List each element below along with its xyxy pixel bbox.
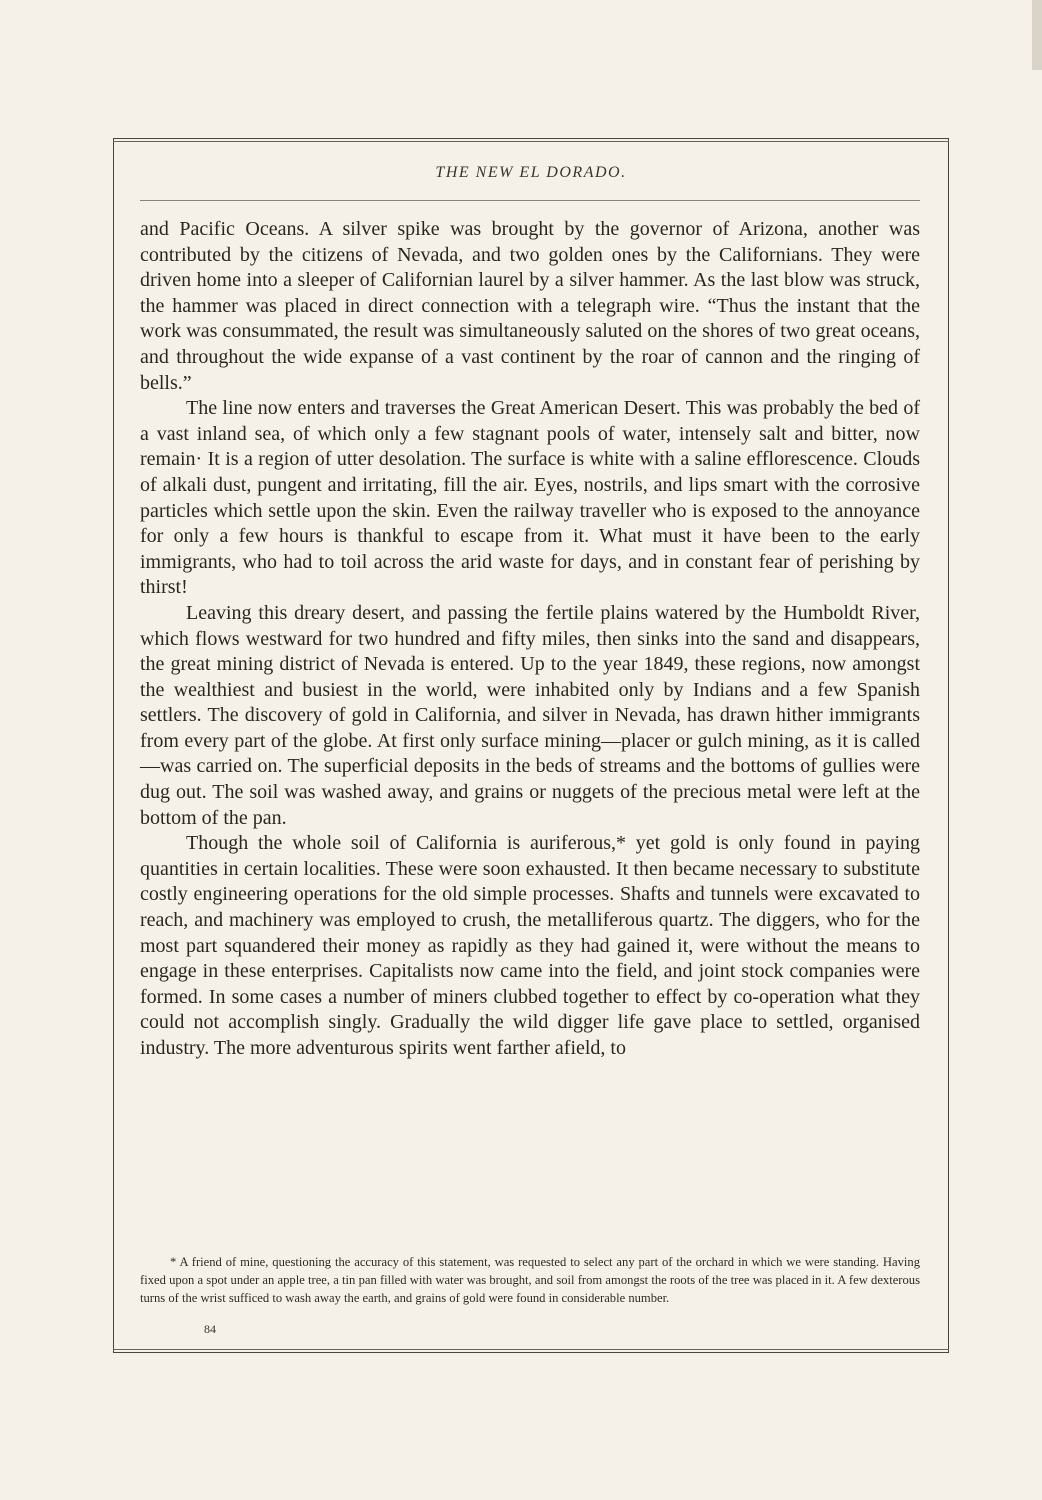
paragraph-3: Leaving this dreary desert, and passing the fertile plains watered by the Humboldt River, which flows westward for two hundred and fifty miles, then sinks into the sand and disappears, the great mining district of Nevada is entered. Up to the year 1849, these regions, now amongst the wealthiest and busiest in the world, were inhabited only by Indians and a few Spanish settlers. The discovery of gold in California, and silver in Nevada, has drawn hither immigrants from every part of the globe. At first only surface mining—placer or gulch mining, as it is called—was carried on. The superficial deposits in the beds of streams and the bottoms of gullies were dug out. The soil was washed away, and grains or nuggets of the precious metal were left at the bottom of the pan. — [140, 601, 920, 829]
paragraph-4: Though the whole soil of California is auriferous,* yet gold is only found in paying quantities in certain localities. These were soon exhausted. It then became necessary to substitute costly engineering operations for the old simple processes. Shafts and tunnels were excavated to reach, and machinery was employed to crush, the metalliferous quartz. The diggers, who for the most part squandered their money as rapidly as they had gained it, were without the means to engage in these enterprises. Capitalists now came into the field, and joint stock companies were formed. In some cases a number of miners clubbed together to effect by co-operation what they could not accomplish singly. Gradually the wild digger life gave place to settled, organised industry. The more adventurous spirits went farther afield, to — [140, 832, 920, 1059]
page-edge-shadow — [1032, 0, 1042, 70]
paragraph-1: and Pacific Oceans. A silver spike was brought by the governor of Arizona, another was contributed by the citizens of Nevada, and two golden ones by the Californians. They were driven home into a sleeper of Californian laurel by a silver hammer. As the last blow was struck, the hammer was placed in direct connection with a telegraph wire. “Thus the instant that the work was consummated, the result was simultaneously saluted on the shores of two great oceans, and throughout the wide expanse of a vast continent by the roar of cannon and the ringing of bells.” — [140, 218, 920, 394]
footnote-text: * A friend of mine, questioning the accuracy of this statement, was requested to select any part of the orchard in which we were standing. Having fixed upon a spot under an apple tree, a tin pan filled with water was brought, and soil from amongst the roots of the tree was placed in it. A few dexterous turns of the wrist sufficed to wash away the earth, and grains of gold were found in considerable number. — [140, 1255, 920, 1305]
footnote — [140, 1253, 920, 1307]
page-number: 84 — [204, 1322, 216, 1336]
running-head: THE NEW EL DORADO. — [435, 164, 627, 181]
paragraph-2: The line now enters and traverses the Great American Desert. This was probably the bed of a vast inland sea, of which only a few stagnant pools of water, intensely salt and bitter, now remain· It is a region of utter desolation. The surface is white with a saline efflorescence. Clouds of alkali dust, pungent and irritating, fill the air. Eyes, nostrils, and lips smart with the corrosive particles which settle upon the skin. Even the railway traveller who is exposed to the annoyance for only a few hours is thankful to escape from it. What must it have been to the early immigrants, who had to toil across the arid waste for days, and in constant fear of perishing by thirst! — [140, 397, 920, 599]
frame-top-inner-rule — [113, 141, 949, 142]
running-head-rule — [140, 200, 920, 201]
body-text — [140, 217, 920, 1062]
frame-bottom-inner-rule — [113, 1349, 949, 1350]
